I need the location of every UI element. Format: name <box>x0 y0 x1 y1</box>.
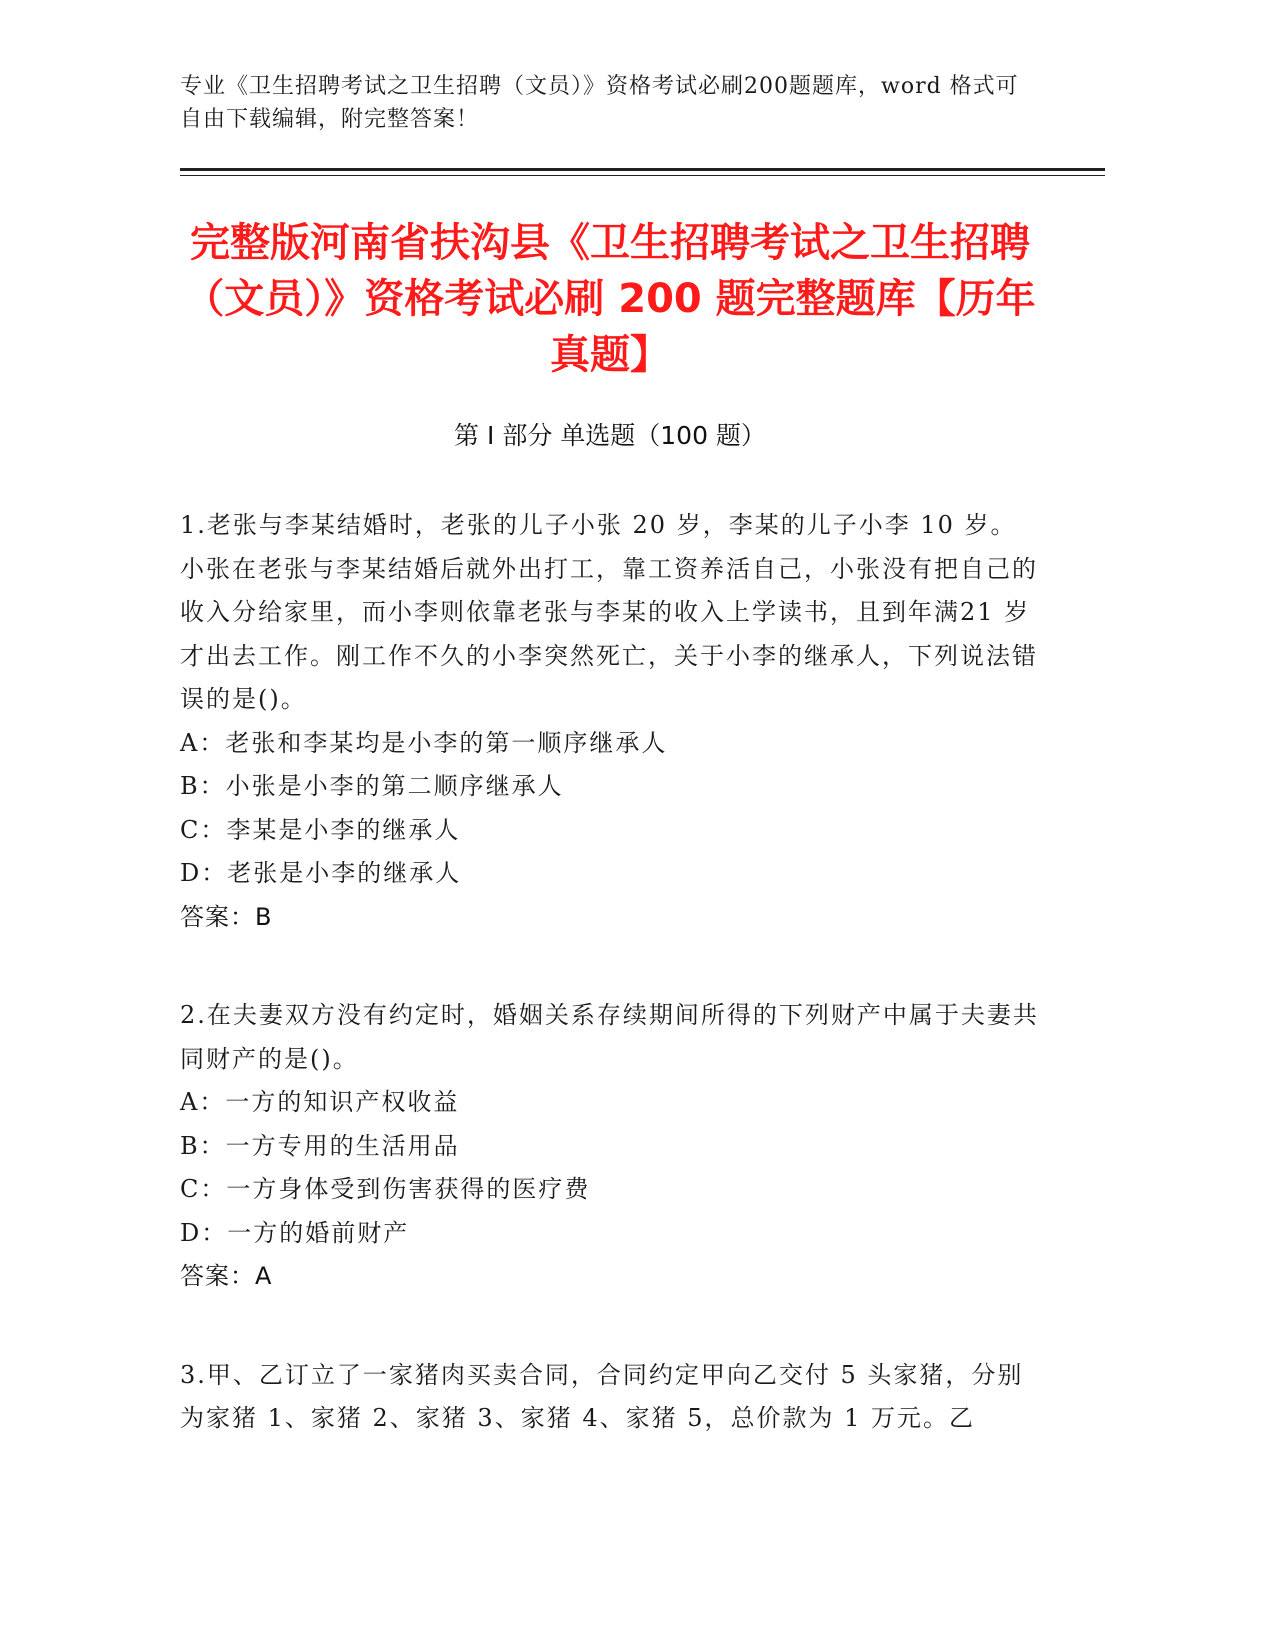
question-3 <box>180 1354 1040 1441</box>
option-d: D：老张是小李的继承人 <box>180 859 462 887</box>
option-c: C：一方身体受到伤害获得的医疗费 <box>180 1175 591 1203</box>
option-b: B：一方专用的生活用品 <box>180 1131 460 1160</box>
question-spacer <box>180 939 1040 994</box>
question-stem: 1.老张与李某结婚时，老张的儿子小张 20 岁，李某的儿子小李 10 岁。小张在老张与李某结婚后就外出打工，靠工资养活自己，小张没有把自己的收入分给家里，而小李则依靠老张与李某的收入上学读书，且到年满21 岁才出去工作。刚工作不久的小李突然死亡，关于小李的继承人，下列说法错误的是()。 <box>180 511 1038 713</box>
question-list <box>180 504 1040 1441</box>
question-1 <box>180 504 1040 939</box>
question-stem: 3.甲、乙订立了一家猪肉买卖合同，合同约定甲向乙交付 5 头家猪，分别为家猪 1、家猪 2、家猪 3、家猪 4、家猪 5，总价款为 1 万元。乙 <box>180 1360 1024 1432</box>
option-b: B：小张是小李的第二顺序继承人 <box>180 772 564 800</box>
section-title: 第 I 部分 单选题（100 题） <box>454 421 766 450</box>
option-c: C：李某是小李的继承人 <box>180 815 461 844</box>
header-divider-thick <box>180 168 1105 171</box>
question-2 <box>180 994 1040 1299</box>
document-title: 完整版河南省扶沟县《卫生招聘考试之卫生招聘（文员）》资格考试必刷 200 题完整题库【历年真题】 <box>184 220 1036 378</box>
answer-line: 答案：A <box>180 1262 273 1290</box>
document-header-note: 专业《卫生招聘考试之卫生招聘（文员）》资格考试必刷200题题库，word 格式可自由下载编辑，附完整答案！ <box>180 74 1019 132</box>
question-stem: 2.在夫妻双方没有约定时，婚姻关系存续期间所得的下列财产中属于夫妻共同财产的是()。 <box>180 1001 1039 1073</box>
option-a: A：一方的知识产权收益 <box>180 1088 460 1116</box>
option-a: A：老张和李某均是小李的第一顺序继承人 <box>180 728 668 757</box>
answer-line: 答案：B <box>180 902 273 931</box>
option-d: D：一方的婚前财产 <box>180 1218 410 1247</box>
question-spacer <box>180 1299 1040 1354</box>
header-divider-thin <box>180 175 1105 176</box>
